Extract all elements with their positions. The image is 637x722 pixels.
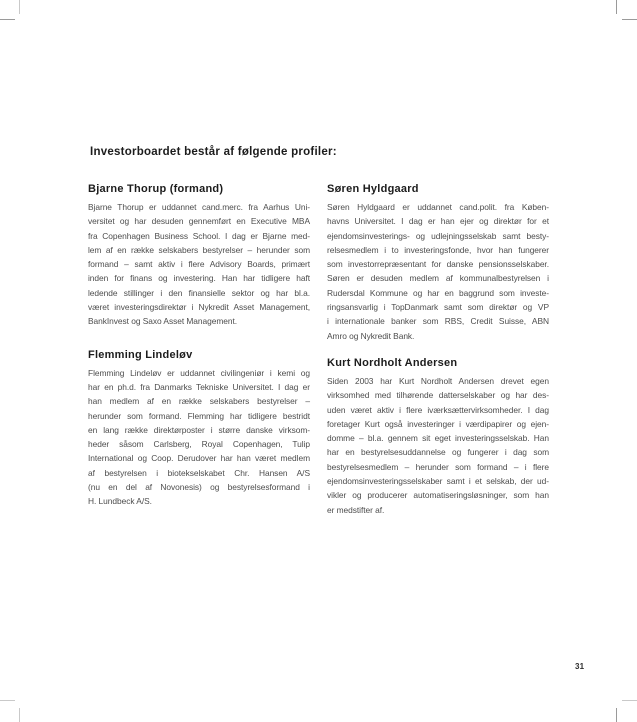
crop-mark-top-right-horizontal (622, 19, 637, 20)
bio-line: har en ph.d. fra Danmarks Tekniske Universitet. I dag er (88, 381, 310, 392)
bio-line: som investorrepræsentant for danske pensionsselskaber. (327, 259, 549, 270)
profile-bio (327, 200, 549, 343)
bio-line: Søren er desuden medlem af kommunalbestyrelsen i (327, 273, 549, 284)
bio-line: Bjarne Thorup er uddannet cand.merc. fra Aarhus Uni- (88, 202, 310, 212)
bio-line: uden været aktiv i flere iværksættervirksomheder. I dag (327, 404, 549, 415)
bio-line: i internationale banker som RBS, Credit Suisse, ABN (327, 316, 549, 327)
profile-section (327, 182, 549, 343)
right-column (327, 182, 549, 517)
profiles-columns (88, 182, 549, 517)
profile-section (327, 356, 549, 517)
profile-heading: Bjarne Thorup (formand) (88, 183, 224, 195)
bio-line: havns Universitet. I dag er han ejer og direktør for et (327, 216, 549, 227)
bio-line: relsesmedlem i to investeringsfonde, hvor han fungerer (327, 244, 549, 255)
bio-line: Flemming Lindeløv er uddannet civilingeniør i kemi og (88, 367, 310, 378)
profile-bio (327, 374, 549, 517)
profile-section (88, 182, 310, 329)
bio-line: versitet og har desuden gennemført en Executive MBA (88, 216, 310, 227)
bio-line: heder såsom Carlsberg, Royal Copenhagen, Tulip (88, 439, 310, 450)
crop-mark-bottom-left-horizontal (0, 700, 15, 701)
page-title: Investorboardet består af følgende profiler: (90, 146, 337, 158)
bio-line: fra Copenhagen Business School. I dag er Bjarne med- (88, 230, 310, 241)
bio-line: formand – samt aktiv i flere Advisory Boards, primært (88, 259, 310, 270)
bio-line: ringsansvarlig i TopDanmark samt som direktør og VP (327, 302, 549, 313)
bio-line: ejendomsinvesterings- og udlejningsselskab samt besty- (327, 230, 549, 241)
bio-line: ejendomsinvesteringsselskaber samt i et selskab, der ud- (327, 476, 549, 487)
bio-line: er medstifter af. (327, 504, 385, 515)
bio-line: bestyrelsesmedlem – herunder som formand – i flere (327, 461, 549, 472)
bio-line: inden for finans og investering. Han har tidligere haft (88, 273, 310, 284)
bio-line: har en bestyrelsesuddannelse og fungerer i dag som (327, 447, 549, 458)
crop-mark-top-left-horizontal (0, 19, 15, 20)
bio-line: BankInvest og Saxo Asset Management. (88, 316, 238, 327)
bio-line: foretager Kurt også investeringer i værdipapirer og ejen- (327, 418, 549, 429)
bio-line: Rudersdal Kommune og har en baggrund som investe- (327, 287, 549, 298)
crop-mark-bottom-left-vertical (19, 708, 20, 722)
profile-bio (88, 200, 310, 329)
bio-line: herunder som formand. Flemming har tidligere bestridt (88, 410, 310, 421)
bio-line: været investeringsdirektør i Nykredit Asset Management, (88, 302, 310, 313)
bio-line: (nu en del af Novonesis) og bestyrelsesformand i (88, 482, 310, 493)
bio-line: Amro og Nykredit Bank. (327, 330, 415, 341)
left-column (88, 182, 310, 517)
profile-heading: Søren Hyldgaard (327, 183, 419, 195)
bio-line: Søren Hyldgaard er uddannet cand.polit. fra Køben- (327, 202, 549, 212)
bio-line: vikler og producerer automatiseringsløsninger, som han (327, 490, 549, 501)
bio-line: virksomhed med tilhørende datterselskaber og har des- (327, 390, 549, 401)
page-number: 31 (575, 662, 585, 671)
crop-mark-bottom-right-horizontal (622, 700, 637, 701)
profile-section (88, 348, 310, 509)
crop-mark-bottom-right-vertical (616, 708, 617, 722)
bio-line: Siden 2003 har Kurt Nordholt Andersen drevet egen (327, 375, 549, 386)
profile-bio (88, 366, 310, 509)
bio-line: ledende stillinger i den finansielle sektor og har bl.a. (88, 287, 310, 298)
bio-line: han medlem af en række selskabers bestyrelser – (88, 396, 310, 407)
bio-line: International og Coop. Derudover har han været medlem (88, 453, 310, 464)
bio-line: domme – bl.a. gennem sit eget investeringsselskab. Han (327, 433, 549, 444)
bio-line: af bestyrelsen i biotekselskabet Chr. Hansen A/S (88, 467, 310, 478)
bio-line: lem af en række selskabers bestyrelser – herunder som (88, 244, 310, 255)
bio-line: H. Lundbeck A/S. (88, 496, 152, 507)
profile-heading: Kurt Nordholt Andersen (327, 356, 458, 369)
crop-mark-top-right-vertical (616, 0, 617, 14)
profile-heading: Flemming Lindeløv (88, 348, 193, 361)
bio-line: en lang række direktørposter i større danske virksom- (88, 424, 310, 435)
crop-mark-top-left-vertical (19, 0, 20, 14)
